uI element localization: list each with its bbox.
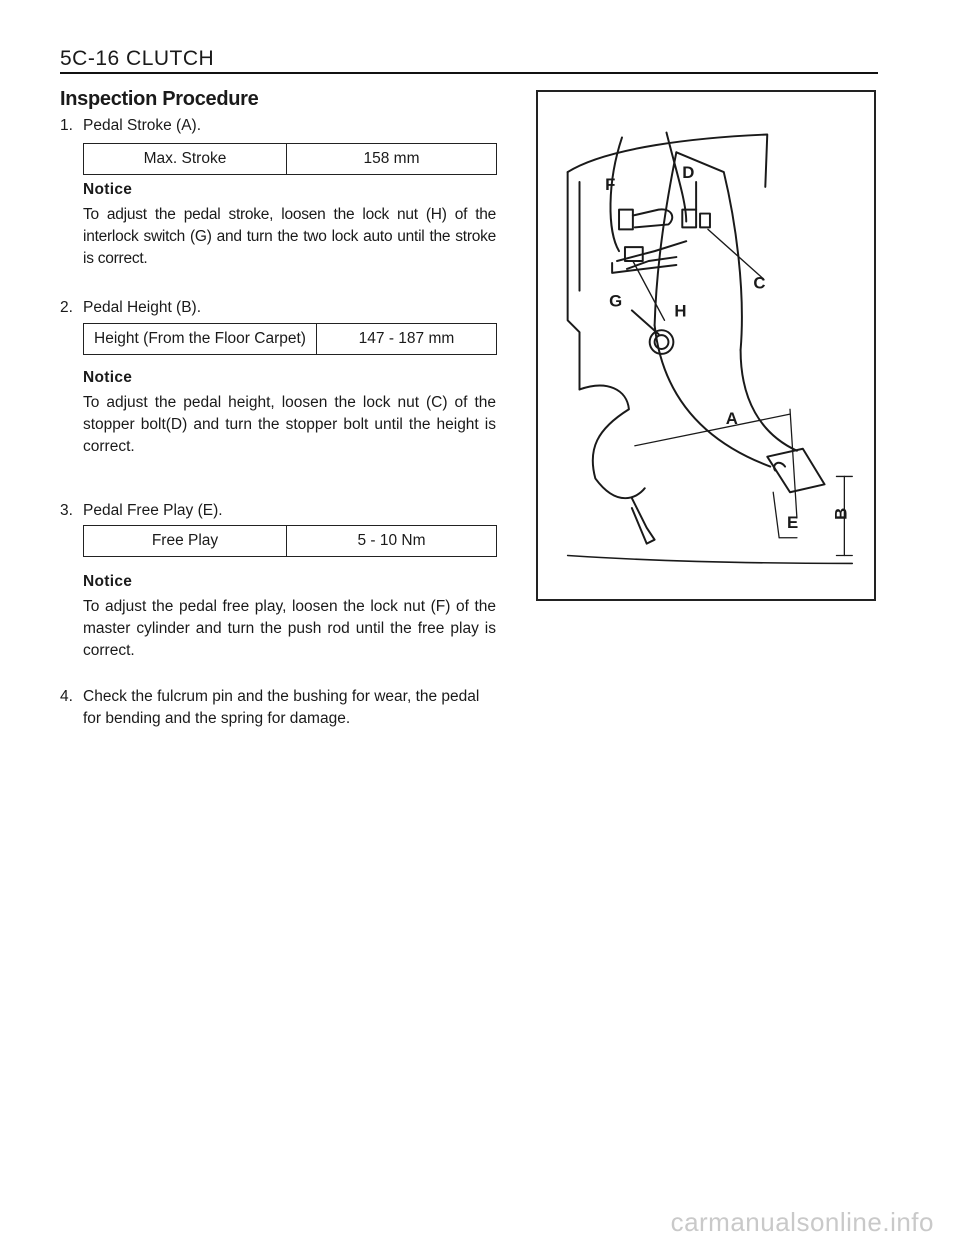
step-2	[60, 297, 496, 318]
label-c: C	[753, 273, 766, 293]
step-text: Check the fulcrum pin and the bushing for wear, the pedal for bending and the spring for damage.	[83, 688, 480, 727]
notice-heading: Notice	[83, 181, 133, 198]
label-f: F	[605, 174, 616, 194]
label-a: A	[725, 409, 738, 429]
label-d: D	[682, 162, 695, 182]
notice-heading: Notice	[83, 573, 133, 590]
spec-value: 158 mm	[363, 150, 420, 167]
header-divider	[60, 72, 878, 74]
spec-value: 147 - 187 mm	[358, 330, 455, 347]
spec-label: Free Play	[84, 526, 287, 556]
step-text: Pedal Height (B).	[83, 299, 202, 316]
section-title: Inspection Procedure	[60, 88, 259, 110]
clutch-pedal-figure	[536, 90, 876, 601]
spec-table-stroke	[83, 143, 497, 175]
label-b: B	[831, 507, 851, 520]
step-4	[60, 686, 496, 730]
notice-text: To adjust the pedal free play, loosen the lock nut (F) of the master cylinder and turn the push rod until the free play is correct.	[83, 598, 496, 659]
label-h: H	[674, 301, 687, 321]
spec-value: 5 - 10 Nm	[357, 532, 426, 549]
label-g: G	[609, 291, 623, 311]
step-text: Pedal Stroke (A).	[83, 117, 202, 134]
spec-label: Max. Stroke	[84, 144, 287, 174]
watermark: carmanualsonline.info	[670, 1207, 934, 1237]
notice-text: To adjust the pedal height, loosen the lock nut (C) of the stopper bolt(D) and turn the stopper bolt until the height is correct.	[83, 394, 496, 455]
step-number: 1.	[60, 117, 73, 134]
label-e: E	[787, 512, 799, 532]
page-header-title: 5C-16 CLUTCH	[60, 47, 215, 70]
step-number: 3.	[60, 502, 73, 519]
clutch-pedal-diagram	[538, 92, 874, 599]
step-number: 4.	[60, 688, 73, 705]
step-1	[60, 115, 496, 136]
notice-heading: Notice	[83, 369, 133, 386]
step-text: Pedal Free Play (E).	[83, 502, 223, 519]
spec-table-free-play	[83, 525, 497, 557]
spec-table-height	[83, 323, 497, 355]
step-number: 2.	[60, 299, 73, 316]
spec-label: Height (From the Floor Carpet)	[84, 324, 317, 354]
notice-text: To adjust the pedal stroke, loosen the lock nut (H) of the interlock switch (G) and turn the two lock auto until the stroke is correct.	[83, 206, 496, 267]
step-3	[60, 500, 496, 521]
